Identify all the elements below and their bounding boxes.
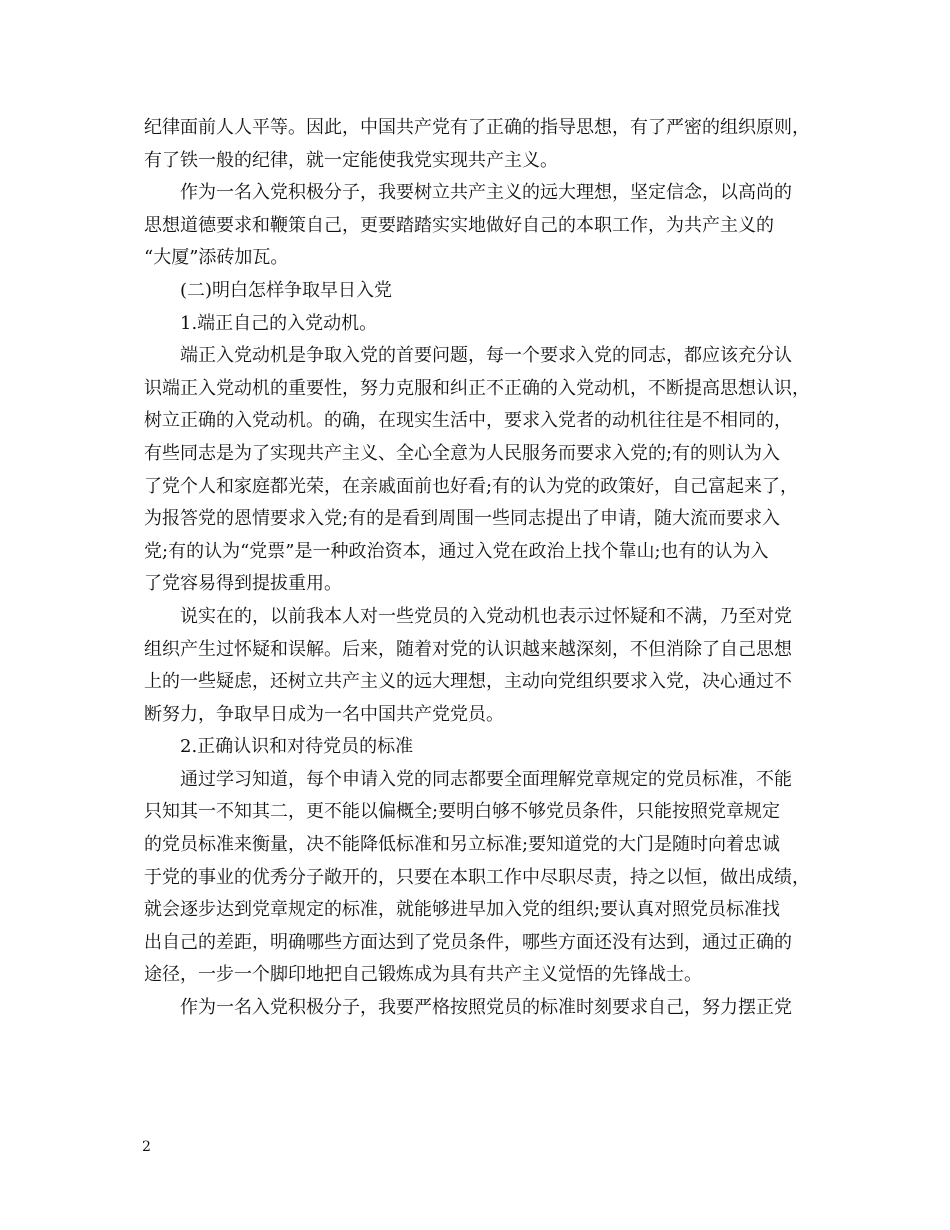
text-line: 组织产生过怀疑和误解。后来，随着对党的认识越来越深刻，不但消除了自己思想 (144, 638, 792, 660)
text-line: 作为一名入党积极分子，我要严格按照党员的标准时刻要求自己，努力摆正党 (180, 997, 792, 1019)
text-line: 的党员标准来衡量，决不能降低标准和另立标准;要知道党的大门是随时向着忠诚 (144, 834, 781, 856)
text-line: 作为一名入党积极分子，我要树立共产主义的远大理想，坚定信念，以高尚的 (180, 182, 792, 204)
text-line: 树立正确的入党动机。的确，在现实生活中，要求入党者的动机往往是不相同的， (144, 410, 792, 432)
text-line: 只知其一不知其二，更不能以偏概全;要明白够不够党员条件，只能按照党章规定 (144, 801, 781, 823)
text-line: 断努力，争取早日成为一名中国共产党党员。 (144, 703, 504, 725)
text-line: 就会逐步达到党章规定的标准，就能够进早加入党的组织;要认真对照党员标准找 (144, 899, 781, 921)
text-line: 了党容易得到提拔重用。 (144, 573, 342, 595)
text-line: 思想道德要求和鞭策自己，更要踏踏实实地做好自己的本职工作，为共产主义的 (144, 214, 774, 236)
text-line: 出自己的差距，明确哪些方面达到了党员条件，哪些方面还没有达到，通过正确的 (144, 931, 792, 953)
text-line: 纪律面前人人平等。因此，中国共产党有了正确的指导思想，有了严密的组织原则， (144, 117, 810, 138)
page-number: 2 (142, 1139, 151, 1155)
text-line: 通过学习知道，每个申请入党的同志都要全面理解党章规定的党员标准，不能 (180, 768, 792, 790)
text-line: 党;有的认为“党票”是一种政治资本，通过入党在政治上找个靠山;也有的认为入 (144, 540, 769, 562)
text-line: 途径，一步一个脚印地把自己锻炼成为具有共产主义觉悟的先锋战士。 (144, 964, 702, 986)
text-line: 上的一些疑虑，还树立共产主义的远大理想，主动向党组织要求入党，决心通过不 (144, 671, 792, 693)
text-line: 为报答党的恩情要求入党;有的是看到周围一些同志提出了申请，随大流而要求入 (144, 508, 781, 530)
text-line: 有些同志是为了实现共产主义、全心全意为人民服务而要求入党的;有的则认为入 (144, 442, 781, 464)
text-line: 1.端正自己的入党动机。 (180, 312, 378, 334)
text-line: 有了铁一般的纪律，就一定能使我党实现共产主义。 (144, 149, 558, 171)
text-line: 于党的事业的优秀分子敞开的，只要在本职工作中尽职尽责，持之以恒，做出成绩， (144, 866, 810, 888)
text-line: 端正入党动机是争取入党的首要问题，每一个要求入党的同志，都应该充分认 (180, 345, 792, 367)
text-line: 说实在的，以前我本人对一些党员的入党动机也表示过怀疑和不满，乃至对党 (180, 605, 792, 627)
text-line: 识端正入党动机的重要性，努力克服和纠正不正确的入党动机，不断提高思想认识， (144, 377, 810, 399)
text-line: “大厦”添砖加瓦。 (144, 247, 289, 269)
document-body (144, 112, 834, 1025)
text-line: 2.正确认识和对待党员的标准 (180, 736, 414, 758)
text-line: (二)明白怎样争取早日入党 (180, 279, 393, 301)
text-line: 了党个人和家庭都光荣，在亲戚面前也好看;有的认为党的政策好，自己富起来了， (144, 475, 799, 497)
